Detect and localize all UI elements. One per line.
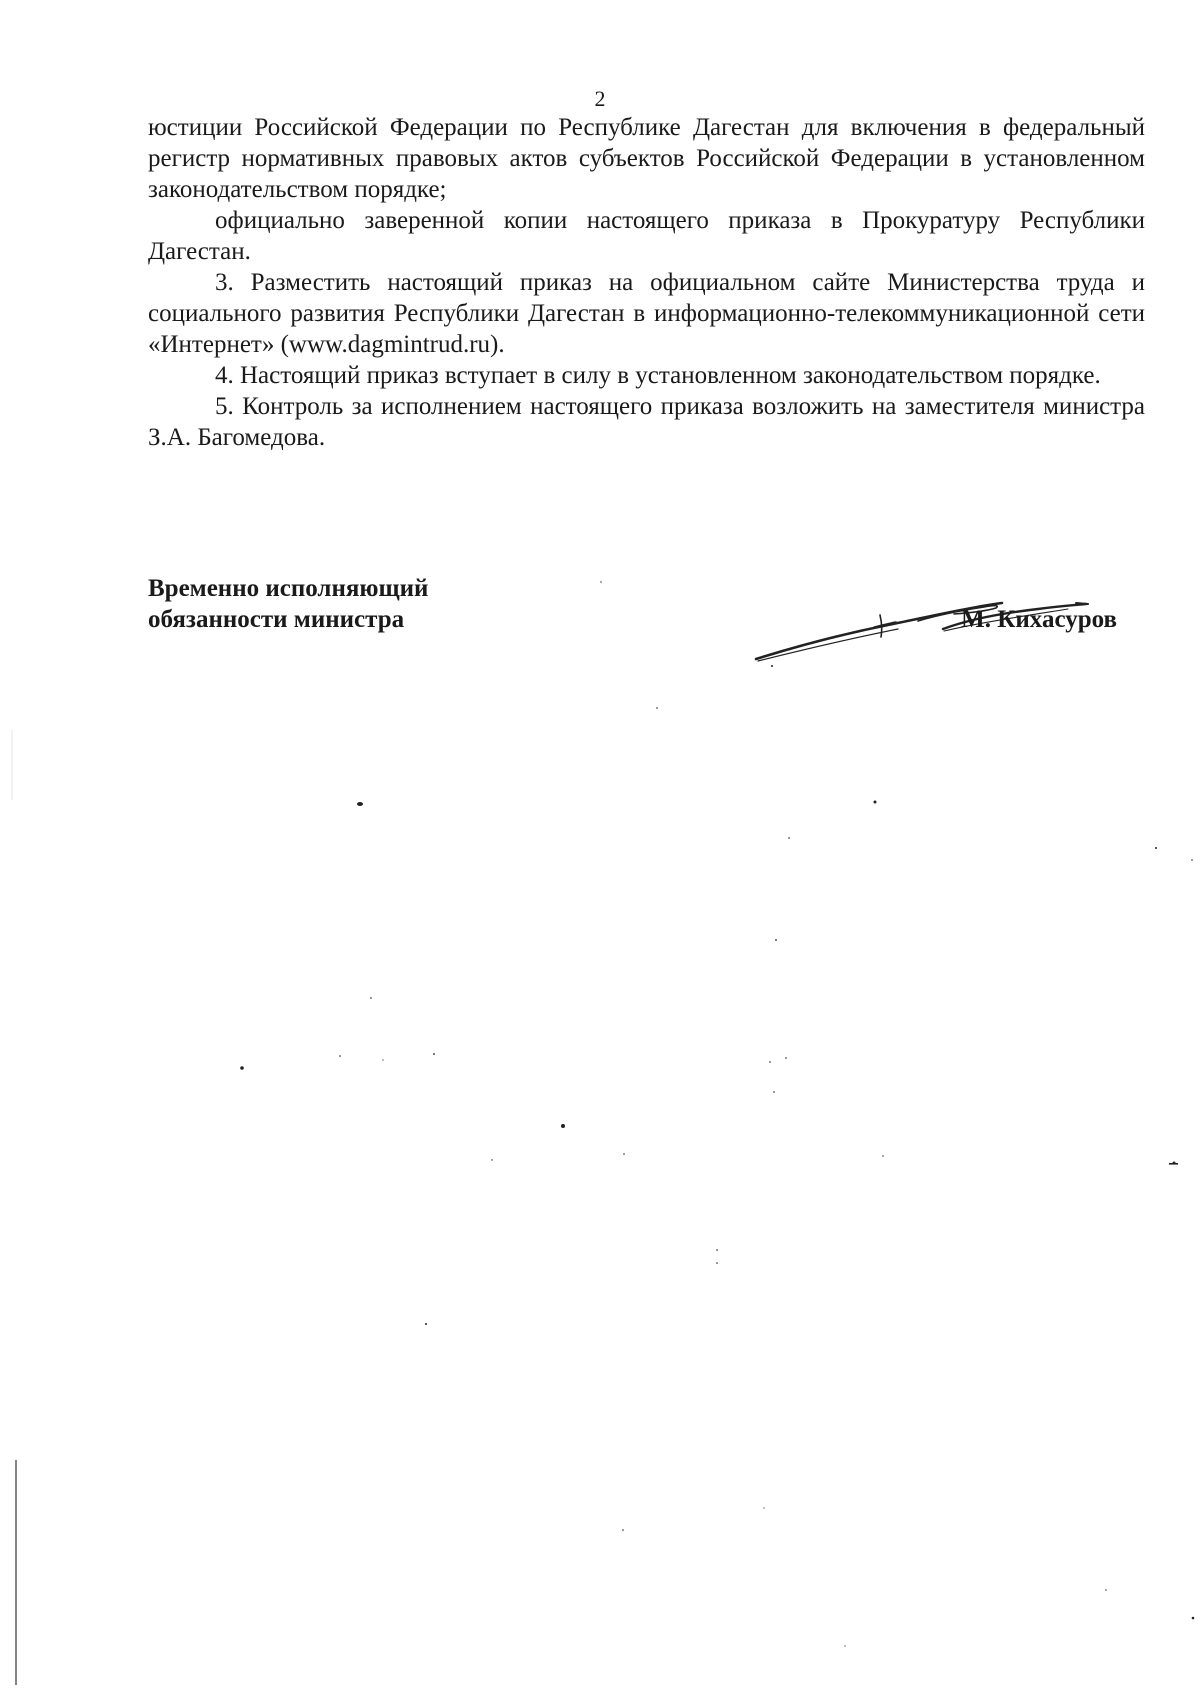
paragraph-5: 5. Контроль за исполнением настоящего приказа возложить на заместителя министра З.А. Багомедова. <box>148 393 1145 451</box>
page-number: 2 <box>594 86 606 111</box>
paragraph-4: 4. Настоящий приказ вступает в силу в установленном законодательством порядке. <box>215 362 1101 389</box>
paragraph-1: юстиции Российской Федерации по Республике Дагестан для включения в федеральный регистр нормативных правовых актов субъектов Российской Федерации в установленном законодательством порядке; <box>148 114 1145 203</box>
signer-name: М. Кихасуров <box>961 606 1117 633</box>
signer-title-line-1: Временно исполняющий <box>148 575 429 602</box>
paragraph-3: 3. Разместить настоящий приказ на официальном сайте Министерства труда и социального развития Республики Дагестан в информационно-телекоммуникационной сети «Интернет» (www.dagmintrud.ru). <box>148 269 1145 358</box>
signature-block <box>148 573 1145 693</box>
signer-title <box>148 573 428 635</box>
document-body <box>148 112 1145 453</box>
paragraph-2: официально заверенной копии настоящего приказа в Прокуратуру Республики Дагестан. <box>148 207 1145 265</box>
signer-title-line-2: обязанности министра <box>148 606 405 633</box>
